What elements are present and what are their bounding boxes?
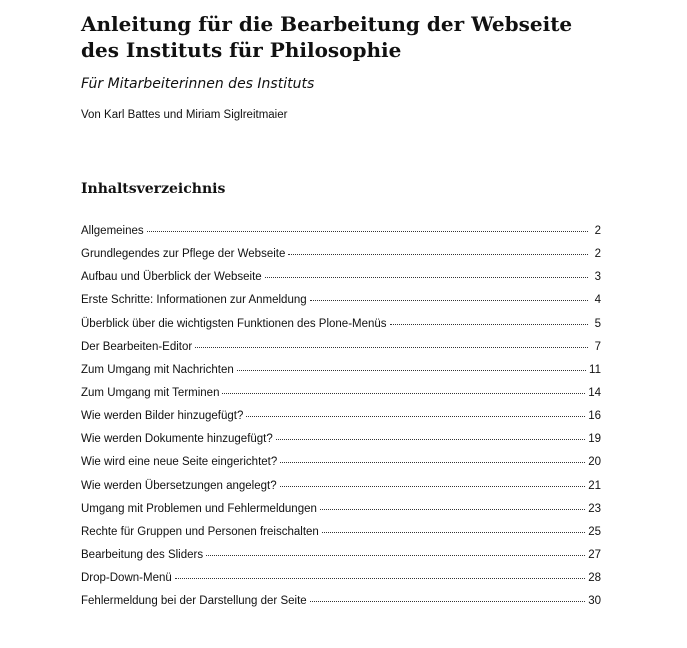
toc-dot-leader xyxy=(322,532,585,533)
toc-entry-page-number: 11 xyxy=(589,363,601,376)
toc-entry-label: Drop-Down-Menü xyxy=(81,572,172,585)
toc-entry-page-number: 25 xyxy=(588,525,601,538)
toc-dot-leader xyxy=(310,601,586,602)
toc-entry-label: Erste Schritte: Informationen zur Anmeldung xyxy=(81,294,307,307)
toc-entry[interactable] xyxy=(81,572,601,595)
toc-entry-page-number: 2 xyxy=(594,225,601,237)
toc-entry-page-number: 3 xyxy=(594,271,601,284)
toc-entry-label: Rechte für Gruppen und Personen freischalten xyxy=(81,525,319,538)
toc-entry-label: Überblick über die wichtigsten Funktionen des Plone-Menüs xyxy=(81,317,387,330)
toc-dot-leader xyxy=(265,277,588,278)
toc-entry-label: Zum Umgang mit Nachrichten xyxy=(81,363,234,376)
toc-entry-page-number: 2 xyxy=(594,248,601,261)
toc-entry[interactable] xyxy=(81,456,601,479)
toc-entry-label: Allgemeines xyxy=(81,225,144,237)
toc-dot-leader xyxy=(175,578,585,579)
toc-entry[interactable] xyxy=(81,526,601,549)
toc-entry-label: Bearbeitung des Sliders xyxy=(81,548,204,561)
toc-entry-label: Umgang mit Problemen und Fehlermeldungen xyxy=(81,502,317,515)
toc-entry-page-number: 16 xyxy=(588,410,601,423)
toc-dot-leader xyxy=(280,462,585,463)
toc-entry-page-number: 14 xyxy=(588,386,601,399)
toc-entry-label: Zum Umgang mit Terminen xyxy=(81,386,220,399)
toc-dot-leader xyxy=(195,347,588,348)
document-authors: Von Karl Battes und Miriam Siglreitmaier xyxy=(81,109,288,121)
toc-entry-label: Wie werden Dokumente hinzugefügt? xyxy=(81,433,273,446)
toc-entry-label: Der Bearbeiten-Editor xyxy=(81,340,193,353)
toc-entry-page-number: 20 xyxy=(588,456,601,469)
toc-entry[interactable] xyxy=(81,387,601,410)
toc-entry-page-number: 4 xyxy=(594,294,601,307)
toc-entry[interactable] xyxy=(81,341,601,364)
toc-entry-page-number: 21 xyxy=(588,479,601,492)
toc-dot-leader xyxy=(320,509,585,510)
document-page xyxy=(81,0,601,618)
toc-dot-leader xyxy=(390,324,588,325)
toc-dot-leader xyxy=(280,486,586,487)
toc-entry-label: Grundlegendes zur Pflege der Webseite xyxy=(81,248,286,261)
toc-entry[interactable] xyxy=(81,271,601,294)
toc-entry-label: Aufbau und Überblick der Webseite xyxy=(81,271,262,284)
toc-entry[interactable] xyxy=(81,294,601,317)
toc-dot-leader xyxy=(206,555,585,556)
toc-dot-leader xyxy=(147,231,588,232)
toc-entry-page-number: 28 xyxy=(588,572,601,585)
toc-entry-page-number: 27 xyxy=(588,548,601,561)
toc-entry-label: Wie wird eine neue Seite eingerichtet? xyxy=(81,456,278,469)
toc-entry[interactable] xyxy=(81,595,601,618)
toc-entry-page-number: 30 xyxy=(588,595,601,608)
toc-entry[interactable] xyxy=(81,364,601,387)
toc-entry-label: Fehlermeldung bei der Darstellung der Seite xyxy=(81,595,307,608)
toc-dot-leader xyxy=(237,370,586,371)
toc-dot-leader xyxy=(222,393,585,394)
document-subtitle: Für Mitarbeiterinnen des Instituts xyxy=(81,76,315,92)
document-title: Anleitung für die Bearbeitung der Webseite des Instituts für Philosophie xyxy=(81,12,573,62)
toc-entry-label: Wie werden Bilder hinzugefügt? xyxy=(81,410,244,423)
toc-entry[interactable] xyxy=(81,549,601,572)
toc-dot-leader xyxy=(276,439,585,440)
toc-entry[interactable] xyxy=(81,225,601,248)
table-of-contents xyxy=(81,225,601,618)
toc-entry[interactable] xyxy=(81,248,601,271)
toc-entry[interactable] xyxy=(81,410,601,433)
toc-entry-page-number: 23 xyxy=(588,502,601,515)
toc-entry-page-number: 7 xyxy=(594,340,601,353)
toc-dot-leader xyxy=(246,416,585,417)
toc-heading: Inhaltsverzeichnis xyxy=(81,181,226,197)
toc-entry[interactable] xyxy=(81,318,601,341)
toc-entry[interactable] xyxy=(81,503,601,526)
toc-entry-page-number: 5 xyxy=(594,317,601,330)
toc-dot-leader xyxy=(310,300,588,301)
toc-entry[interactable] xyxy=(81,433,601,456)
toc-entry[interactable] xyxy=(81,480,601,503)
toc-entry-label: Wie werden Übersetzungen angelegt? xyxy=(81,479,277,492)
toc-dot-leader xyxy=(288,254,588,255)
toc-entry-page-number: 19 xyxy=(588,433,601,446)
